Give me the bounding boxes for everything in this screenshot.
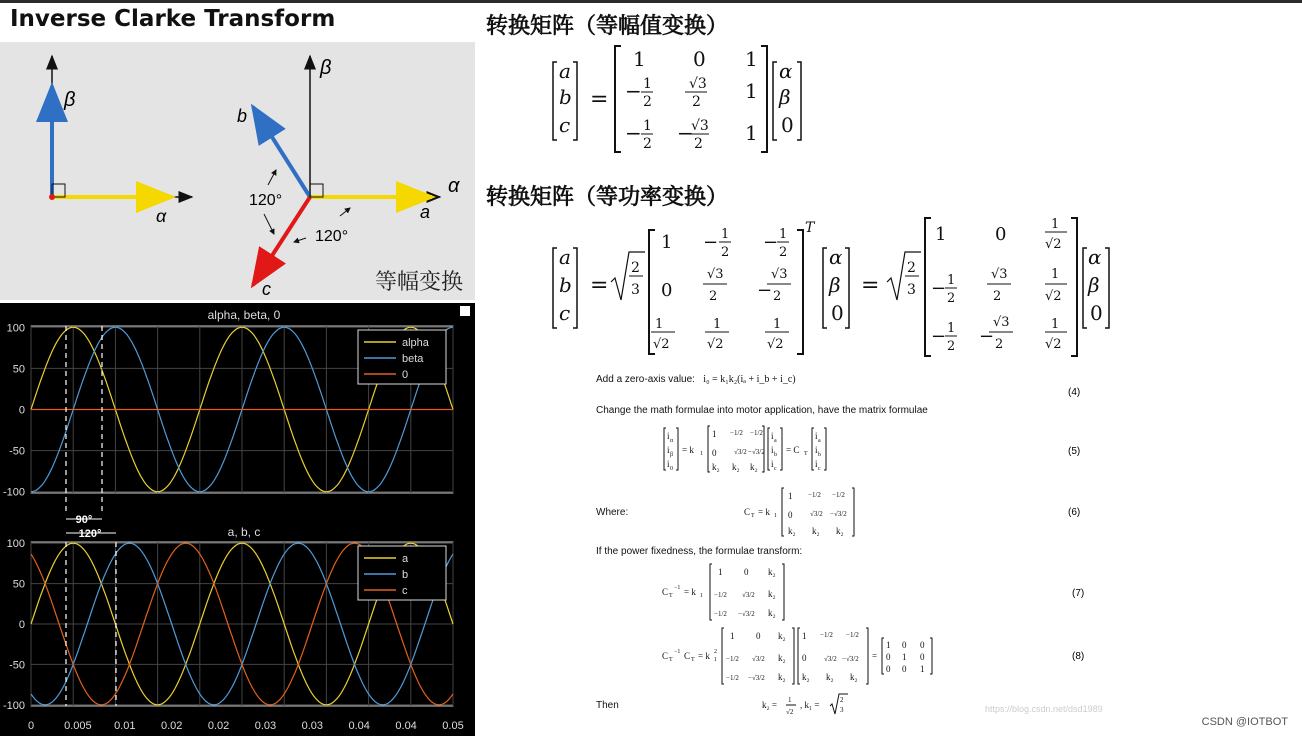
svg-text:−1/2: −1/2 (808, 491, 821, 499)
svg-text:i: i (815, 459, 818, 469)
svg-text:β: β (829, 273, 841, 297)
svg-text:1: 1 (935, 224, 947, 245)
svg-text:a: a (774, 438, 777, 444)
svg-text:= k: = k (682, 445, 694, 455)
waveform-svg (0, 303, 475, 736)
eq5-matrix (662, 424, 852, 474)
y-tick-label: 0 (18, 404, 25, 417)
annot-90: 90° (75, 514, 93, 526)
svg-text:√3: √3 (691, 118, 709, 134)
svg-text:3: 3 (840, 706, 844, 714)
amplitude-matrix-equation (545, 40, 815, 155)
svg-text:−√3/2: −√3/2 (748, 448, 765, 456)
svg-text:= k: = k (698, 651, 710, 661)
csdn-watermark: CSDN @IOTBOT (1201, 716, 1288, 728)
svg-text:, k₁ =: , k₁ = (800, 700, 820, 710)
angle-label-1: 120° (249, 192, 283, 209)
svg-text:i: i (815, 445, 818, 455)
legend-label: a (402, 553, 409, 565)
svg-text:b: b (818, 452, 821, 458)
svg-text:−: − (625, 121, 642, 145)
svg-text:2: 2 (995, 337, 1004, 352)
legend-label: beta (402, 353, 424, 365)
svg-text:3: 3 (907, 282, 916, 298)
svg-text:i: i (815, 431, 818, 441)
eq8-matrix (660, 626, 940, 686)
x-tick-label: 0.005 (64, 720, 92, 732)
svg-text:k₂: k₂ (768, 589, 776, 599)
right-alpha-axis-label: α (448, 175, 460, 197)
eq-number-4: (4) (1068, 387, 1081, 398)
svg-text:0: 0 (920, 652, 925, 662)
paper-then: Then (596, 700, 619, 711)
plot-top-title: alpha, beta, 0 (207, 308, 281, 322)
svg-text:2: 2 (692, 94, 701, 110)
svg-text:2: 2 (714, 649, 717, 655)
svg-text:k₂: k₂ (812, 526, 820, 536)
svg-text:1: 1 (1051, 317, 1060, 332)
svg-text:= k: = k (758, 507, 770, 517)
svg-text:0: 0 (886, 664, 891, 674)
svg-text:−√3/2: −√3/2 (842, 655, 859, 663)
y-tick-label: 0 (18, 619, 25, 631)
waveform-plots (0, 303, 475, 736)
svg-text:i: i (667, 445, 670, 455)
svg-text:0: 0 (744, 567, 749, 577)
svg-text:1: 1 (643, 118, 652, 134)
svg-text:i: i (667, 459, 670, 469)
svg-text:−1/2: −1/2 (726, 655, 739, 663)
svg-text:−: − (677, 121, 694, 145)
svg-text:c: c (559, 301, 571, 325)
svg-text:√2: √2 (786, 708, 794, 716)
x-tick-label: 0.04 (348, 720, 370, 732)
svg-text:−√3/2: −√3/2 (738, 610, 755, 618)
svg-text:i: i (771, 459, 774, 469)
left-beta-label: β (64, 89, 76, 111)
svg-text:α: α (829, 245, 843, 269)
svg-text:1: 1 (774, 513, 777, 519)
svg-text:2: 2 (947, 339, 956, 354)
svg-text:0: 0 (670, 466, 673, 472)
svg-text:−1/2: −1/2 (726, 674, 739, 682)
svg-text:C: C (662, 587, 669, 597)
x-tick-label: 0.02 (160, 720, 183, 732)
svg-text:=: = (590, 273, 609, 298)
svg-text:1: 1 (655, 317, 664, 332)
page-title: Inverse Clarke Transform (10, 6, 336, 32)
svg-text:0: 0 (886, 652, 891, 662)
vector-b (253, 107, 310, 197)
svg-text:0: 0 (902, 640, 907, 650)
svg-text:α: α (1088, 245, 1102, 269)
svg-text:b: b (559, 85, 572, 109)
svg-text:0: 0 (1090, 301, 1103, 325)
svg-text:√3/2: √3/2 (734, 448, 747, 456)
svg-text:1: 1 (788, 696, 792, 704)
svg-text:1: 1 (1051, 267, 1060, 282)
eq-number-6: (6) (1068, 507, 1081, 518)
svg-text:√3: √3 (689, 76, 707, 92)
svg-text:1: 1 (947, 273, 956, 288)
vector-a-label: a (420, 202, 431, 222)
svg-text:√2: √2 (1045, 337, 1062, 352)
svg-text:T: T (804, 451, 808, 457)
svg-text:−1/2: −1/2 (832, 491, 845, 499)
svg-text:i: i (667, 431, 670, 441)
blog-url-watermark: https://blog.csdn.net/dsd1989 (985, 704, 1103, 714)
svg-text:a: a (559, 245, 571, 269)
svg-text:2: 2 (840, 696, 844, 704)
svg-text:1: 1 (1051, 217, 1060, 232)
svg-text:=: = (590, 87, 609, 112)
svg-text:a: a (559, 59, 571, 83)
svg-text:k₂: k₂ (850, 672, 858, 682)
svg-text:a: a (818, 438, 821, 444)
svg-text:√2: √2 (1045, 289, 1062, 304)
svg-text:k₂: k₂ (732, 462, 740, 472)
eq-number-7: (7) (1072, 588, 1085, 599)
svg-text:−1/2: −1/2 (820, 631, 833, 639)
svg-text:k₂: k₂ (788, 526, 796, 536)
svg-text:0: 0 (902, 664, 907, 674)
y-tick-label: 100 (6, 538, 25, 551)
y-tick-label: -100 (2, 699, 25, 712)
paper-where: Where: (596, 507, 629, 518)
svg-text:1: 1 (745, 47, 758, 71)
x-tick-label: 0.01 (114, 720, 136, 732)
eq7-matrix (660, 562, 800, 622)
vector-c (253, 197, 310, 285)
y-tick-label: -100 (2, 486, 25, 499)
svg-text:1: 1 (643, 76, 652, 92)
svg-text:√3: √3 (707, 267, 724, 282)
svg-text:k₂ =: k₂ = (762, 700, 777, 710)
svg-text:−1/2: −1/2 (750, 429, 763, 437)
svg-text:2: 2 (907, 260, 916, 276)
svg-text:T: T (691, 657, 695, 663)
vector-b-label: b (237, 106, 248, 126)
svg-text:2: 2 (643, 94, 652, 110)
svg-text:2: 2 (947, 291, 956, 306)
svg-text:α: α (779, 59, 793, 83)
legend-label: b (402, 569, 409, 581)
x-tick-label: 0.03 (254, 720, 277, 732)
svg-text:−: − (931, 326, 947, 347)
svg-text:i: i (771, 445, 774, 455)
svg-text:2: 2 (694, 136, 703, 152)
svg-text:0: 0 (920, 640, 925, 650)
svg-text:=: = (861, 273, 880, 298)
top-border (0, 0, 1302, 3)
svg-text:c: c (774, 466, 777, 472)
svg-text:1: 1 (745, 79, 758, 103)
svg-text:1: 1 (714, 657, 717, 663)
svg-text:1: 1 (718, 567, 723, 577)
svg-text:−1/2: −1/2 (714, 591, 727, 599)
x-tick-label: 0 (27, 720, 35, 732)
paper-power-fixedness: If the power fixedness, the formulae transform: (596, 546, 803, 557)
svg-text:=: = (872, 651, 878, 661)
svg-text:k₂: k₂ (778, 672, 786, 682)
svg-text:c: c (559, 113, 571, 137)
svg-text:c: c (818, 466, 821, 472)
svg-text:0: 0 (781, 113, 794, 137)
svg-text:0: 0 (788, 510, 793, 520)
left-alpha-label: α (156, 206, 167, 226)
svg-text:0: 0 (661, 280, 673, 301)
svg-text:√2: √2 (707, 337, 724, 352)
svg-text:T: T (805, 220, 815, 236)
svg-text:β: β (670, 452, 674, 458)
svg-text:2: 2 (773, 289, 782, 304)
svg-text:1: 1 (713, 317, 722, 332)
svg-text:2: 2 (643, 136, 652, 152)
svg-text:√2: √2 (1045, 237, 1062, 252)
svg-text:i: i (771, 431, 774, 441)
svg-text:1: 1 (712, 429, 717, 439)
svg-text:k₂: k₂ (750, 462, 758, 472)
svg-text:−: − (931, 278, 947, 299)
svg-text:0: 0 (802, 653, 807, 663)
svg-text:C: C (744, 507, 751, 517)
svg-text:−: − (763, 232, 779, 253)
svg-text:√2: √2 (653, 337, 670, 352)
svg-text:T: T (669, 593, 673, 599)
svg-text:= C: = C (786, 445, 800, 455)
svg-text:−1/2: −1/2 (714, 610, 727, 618)
angle-label-2: 120° (315, 228, 349, 245)
svg-text:√3: √3 (993, 315, 1010, 330)
y-tick-label: 50 (12, 578, 25, 591)
right-beta-label: β (320, 57, 332, 79)
svg-text:0: 0 (995, 224, 1007, 245)
x-tick-label: 0.05 (442, 720, 464, 732)
paper-line-zero-axis: Add a zero-axis value: i₀ = k₁k₂(iₐ + i_b + i_c) (596, 374, 796, 385)
legend-label: alpha (402, 337, 429, 349)
svg-text:β: β (1088, 273, 1100, 297)
phase-annotations (76, 514, 102, 540)
plot-bottom-title: a, b, c (227, 525, 261, 539)
y-tick-label: 50 (12, 363, 25, 376)
svg-text:= k: = k (684, 587, 696, 597)
svg-text:1: 1 (721, 227, 730, 242)
vector-diagram (0, 42, 475, 300)
eq-number-5: (5) (1068, 446, 1081, 457)
svg-text:−1: −1 (674, 585, 681, 591)
y-tick-label: -50 (9, 659, 25, 672)
heading-equal-amplitude: 转换矩阵（等幅值变换） (486, 14, 729, 39)
svg-text:−1: −1 (674, 649, 681, 655)
svg-text:β: β (779, 85, 791, 109)
vector-diagram-panel (0, 42, 475, 300)
svg-text:α: α (670, 438, 674, 444)
svg-text:−√3/2: −√3/2 (748, 674, 765, 682)
y-tick-label: 100 (6, 322, 25, 335)
svg-text:√3/2: √3/2 (742, 591, 755, 599)
left-origin (49, 194, 55, 200)
svg-text:T: T (751, 513, 755, 519)
vector-c-label: c (262, 279, 271, 299)
svg-text:k₂: k₂ (826, 672, 834, 682)
svg-text:√2: √2 (767, 337, 784, 352)
svg-text:k₂: k₂ (768, 567, 776, 577)
svg-text:1: 1 (779, 227, 788, 242)
svg-text:1: 1 (700, 451, 703, 457)
legend-label: c (402, 585, 408, 597)
x-tick-label: 0.03 (301, 720, 324, 732)
svg-text:1: 1 (730, 631, 735, 641)
svg-text:2: 2 (993, 289, 1002, 304)
legend-label: 0 (402, 369, 409, 381)
then-equation (760, 690, 860, 720)
svg-text:b: b (774, 452, 777, 458)
eq6-matrix (742, 486, 862, 538)
paper-line-change: Change the math formulae into motor application, have the matrix formulae (596, 405, 928, 416)
svg-text:k₂: k₂ (836, 526, 844, 536)
svg-text:3: 3 (631, 282, 640, 298)
svg-text:1: 1 (700, 593, 703, 599)
svg-text:k₂: k₂ (802, 672, 810, 682)
svg-text:1: 1 (661, 232, 673, 253)
annot-120: 120° (78, 528, 102, 540)
eq-number-8: (8) (1072, 651, 1085, 662)
svg-text:1: 1 (920, 664, 925, 674)
vector-caption: 等幅变换 (374, 270, 463, 295)
svg-text:1: 1 (902, 652, 907, 662)
svg-text:√3/2: √3/2 (752, 655, 765, 663)
svg-text:C: C (684, 651, 691, 661)
svg-text:T: T (669, 657, 673, 663)
svg-text:1: 1 (773, 317, 782, 332)
x-tick-label: 0.04 (395, 720, 417, 732)
svg-text:2: 2 (709, 289, 718, 304)
svg-text:−: − (979, 326, 995, 347)
svg-text:2: 2 (631, 260, 640, 276)
heading-equal-power: 转换矩阵（等功率变换） (486, 185, 729, 210)
y-tick-label: -50 (9, 445, 25, 458)
svg-text:−: − (703, 232, 719, 253)
svg-text:1: 1 (745, 121, 758, 145)
svg-text:√3/2: √3/2 (810, 510, 823, 518)
svg-text:2: 2 (779, 245, 788, 260)
svg-text:k₂: k₂ (712, 462, 720, 472)
svg-text:k₂: k₂ (778, 653, 786, 663)
export-icon[interactable] (460, 306, 470, 316)
svg-text:2: 2 (721, 245, 730, 260)
svg-text:k₂: k₂ (778, 631, 786, 641)
svg-text:b: b (559, 273, 572, 297)
svg-text:−√3/2: −√3/2 (830, 510, 847, 518)
svg-text:√3: √3 (771, 267, 788, 282)
power-matrix-equation (545, 212, 1125, 362)
svg-text:1: 1 (947, 321, 956, 336)
svg-text:k₂: k₂ (768, 608, 776, 618)
svg-text:√3: √3 (991, 267, 1008, 282)
svg-text:1: 1 (886, 640, 891, 650)
svg-text:−: − (625, 79, 642, 103)
svg-text:1: 1 (802, 631, 807, 641)
svg-text:−1/2: −1/2 (846, 631, 859, 639)
svg-text:1: 1 (788, 491, 793, 501)
svg-text:1: 1 (633, 47, 646, 71)
svg-text:√3/2: √3/2 (824, 655, 837, 663)
svg-text:−1/2: −1/2 (730, 429, 743, 437)
svg-text:C: C (662, 651, 669, 661)
svg-text:0: 0 (712, 448, 717, 458)
svg-text:0: 0 (693, 47, 706, 71)
svg-text:0: 0 (831, 301, 844, 325)
svg-text:0: 0 (756, 631, 761, 641)
x-tick-label: 0.02 (207, 720, 230, 732)
svg-text:−: − (757, 280, 773, 301)
